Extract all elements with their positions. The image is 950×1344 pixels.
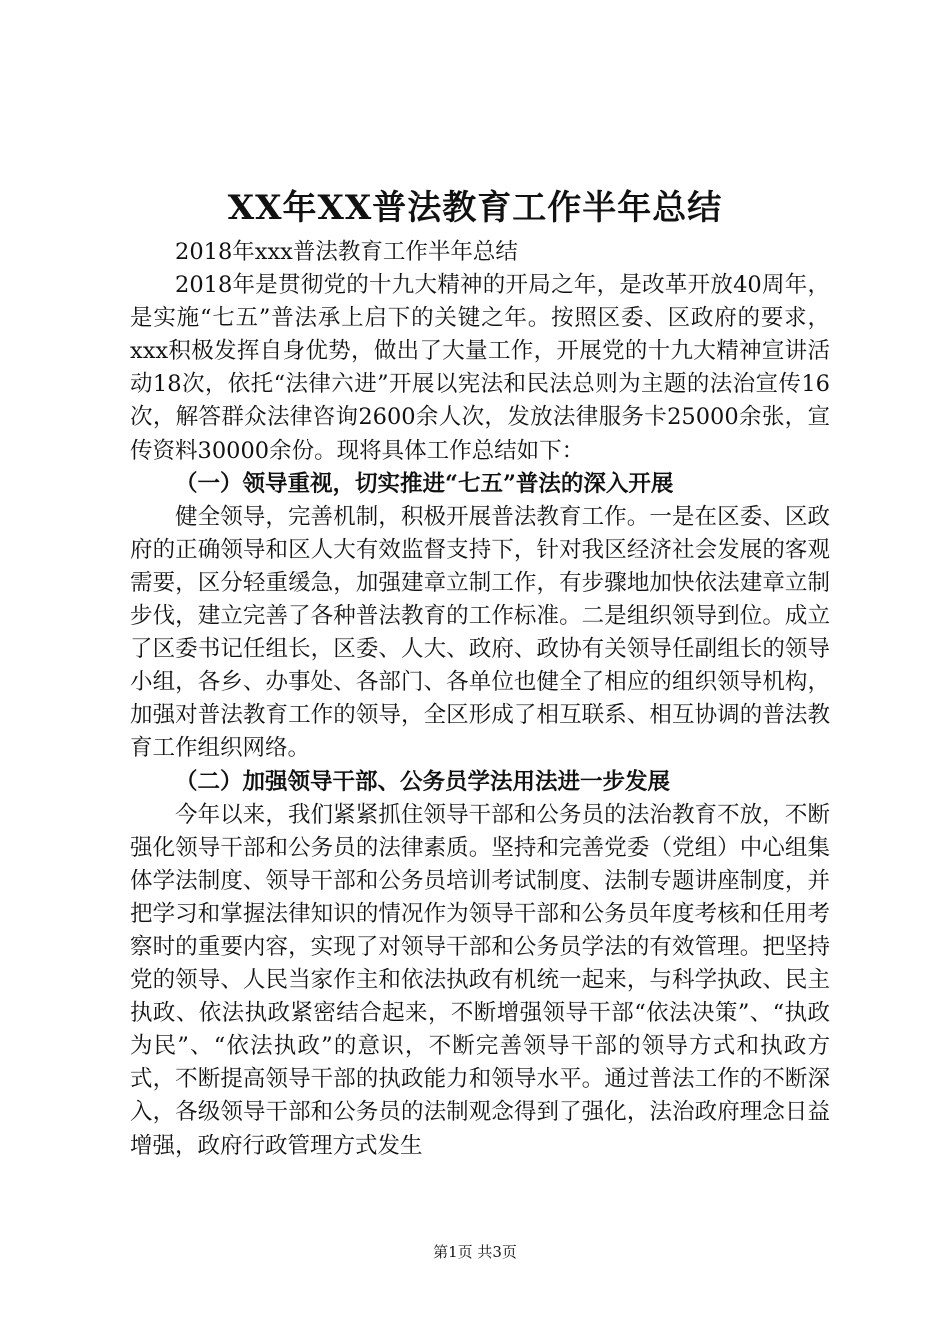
section-paragraph-2: 今年以来，我们紧紧抓住领导干部和公务员的法治教育不放，不断强化领导干部和公务员的法律素质。坚持和完善党委（党组）中心组集体学法制度、领导干部和公务员培训考试制度、法制专题讲座制度，并把学习和掌握法律知识的情况作为领导干部和公务员年度考核和任用考察时的重要内容，实现了对领导干部和公务员学法的有效管理。把坚持党的领导、人民当家作主和依法执政有机统一起来，与科学执政、民主执政、依法执政紧密结合起来，不断增强领导干部“依法决策”、“执政为民”、“依法执政”的意识，不断完善领导干部的领导方式和执政方式，不断提高领导干部的执政能力和领导水平。通过普法工作的不断深入，各级领导干部和公务员的法制观念得到了强化，法治政府理念日益增强，政府行政管理方式发生 [130,801,830,1159]
subtitle-paragraph: 2018年xxx普法教育工作半年总结 [175,239,518,265]
section-heading-1: （一）领导重视，切实推进“七五”普法的深入开展 [175,470,674,497]
document-title: XX年XX普法教育工作半年总结 [227,188,723,228]
document-body [130,236,830,1163]
intro-paragraph: 2018年是贯彻党的十九大精神的开局之年，是改革开放40周年，是实施“七五”普法承上启下的关键之年。按照区委、区政府的要求，xxx积极发挥自身优势，做出了大量工作，开展党的十九大精神宣讲活动18次，依托“法律六进”开展以宪法和民法总则为主题的法治宣传16次，解答群众法律咨询2600余人次，发放法律服务卡25000余张，宣传资料30000余份。现将具体工作总结如下： [130,272,830,464]
page-footer: 第1页 共3页 [433,1243,517,1261]
section-paragraph-1: 健全领导，完善机制，积极开展普法教育工作。一是在区委、区政府的正确领导和区人大有效监督支持下，针对我区经济社会发展的客观需要，区分轻重缓急，加强建章立制工作，有步骤地加快依法建章立制步伐，建立完善了各种普法教育的工作标准。二是组织领导到位。成立了区委书记任组长，区委、人大、政府、政协有关领导任副组长的领导小组，各乡、办事处、各部门、各单位也健全了相应的组织领导机构，加强对普法教育工作的领导，全区形成了相互联系、相互协调的普法教育工作组织网络。 [130,503,830,762]
section-heading-2: （二）加强领导干部、公务员学法用法进一步发展 [175,768,671,795]
